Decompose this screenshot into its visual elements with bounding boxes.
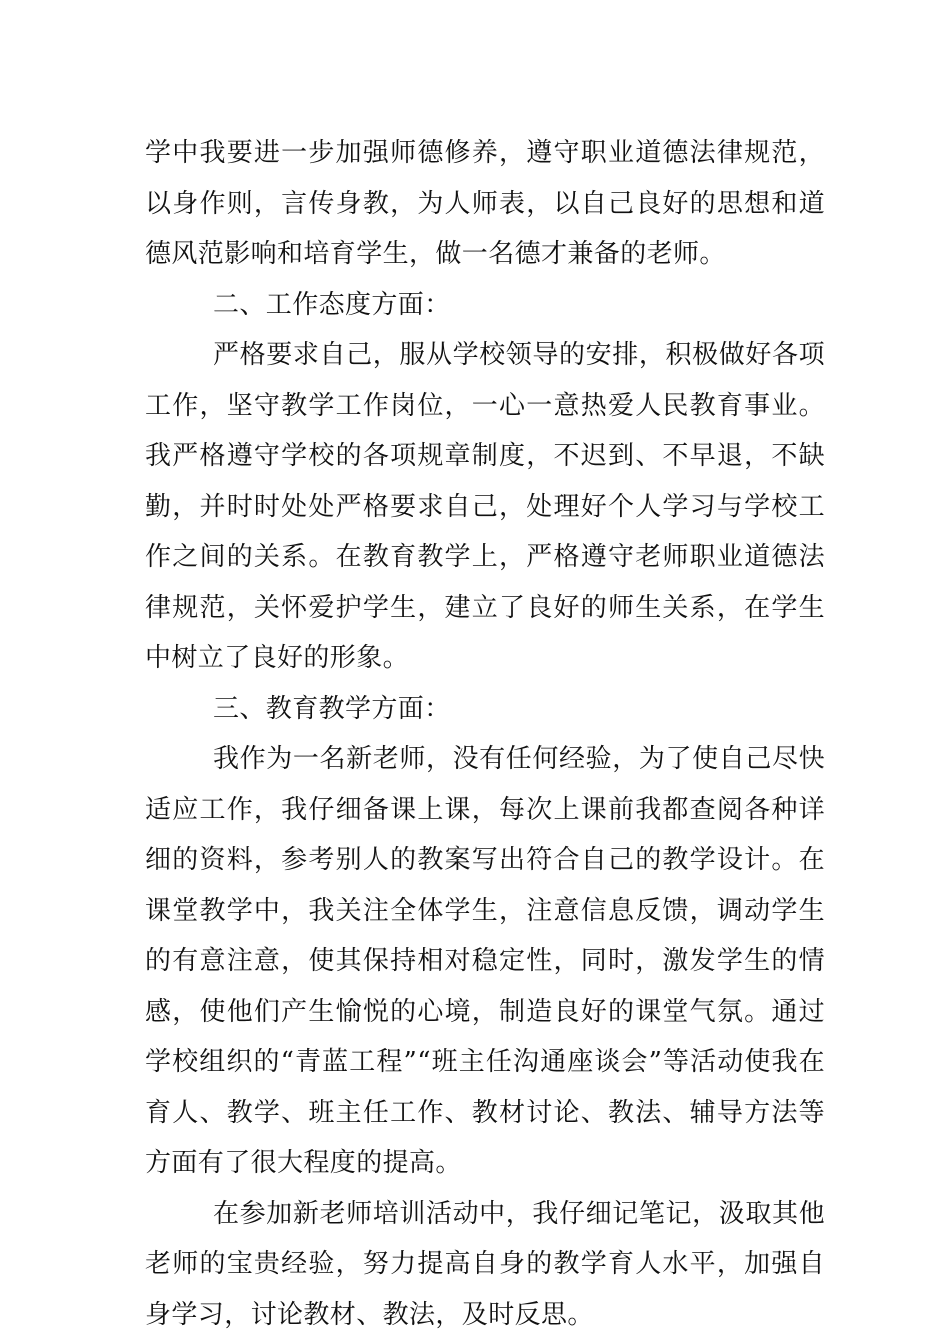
document-body bbox=[145, 128, 825, 1340]
paragraph-work-attitude: 严格要求自己，服从学校领导的安排，积极做好各项工作，坚守教学工作岗位，一心一意热爱人民教育事业。我严格遵守学校的各项规章制度，不迟到、不早退，不缺勤，并时时处处严格要求自己，处理好个人学习与学校工作之间的关系。在教育教学上，严格遵守老师职业道德法律规范，关怀爱护学生，建立了良好的师生关系，在学生中树立了良好的形象。 bbox=[145, 340, 825, 673]
paragraph-training: 在参加新老师培训活动中，我仔细记笔记，汲取其他老师的宝贵经验，努力提高自身的教学育人水平，加强自身学习，讨论教材、教法，及时反思。 bbox=[145, 1198, 825, 1330]
heading-work-attitude: 二、工作态度方面： bbox=[213, 289, 451, 320]
heading-teaching: 三、教育教学方面： bbox=[213, 693, 451, 724]
paragraph-teaching: 我作为一名新老师，没有任何经验，为了使自己尽快适应工作，我仔细备课上课，每次上课前我都查阅各种详细的资料，参考别人的教案写出符合自己的教学设计。在课堂教学中，我关注全体学生，注意信息反馈，调动学生的有意注意，使其保持相对稳定性，同时，激发学生的情感，使他们产生愉悦的心境，制造良好的课堂气氛。通过学校组织的“青蓝工程”“班主任沟通座谈会”等活动使我在育人、教学、班主任工作、教材讨论、教法、辅导方法等方面有了很大程度的提高。 bbox=[145, 744, 825, 1178]
paragraph-continuation: 学中我要进一步加强师德修养，遵守职业道德法律规范，以身作则，言传身教，为人师表，以自己良好的思想和道德风范影响和培育学生，做一名德才兼备的老师。 bbox=[145, 138, 825, 269]
